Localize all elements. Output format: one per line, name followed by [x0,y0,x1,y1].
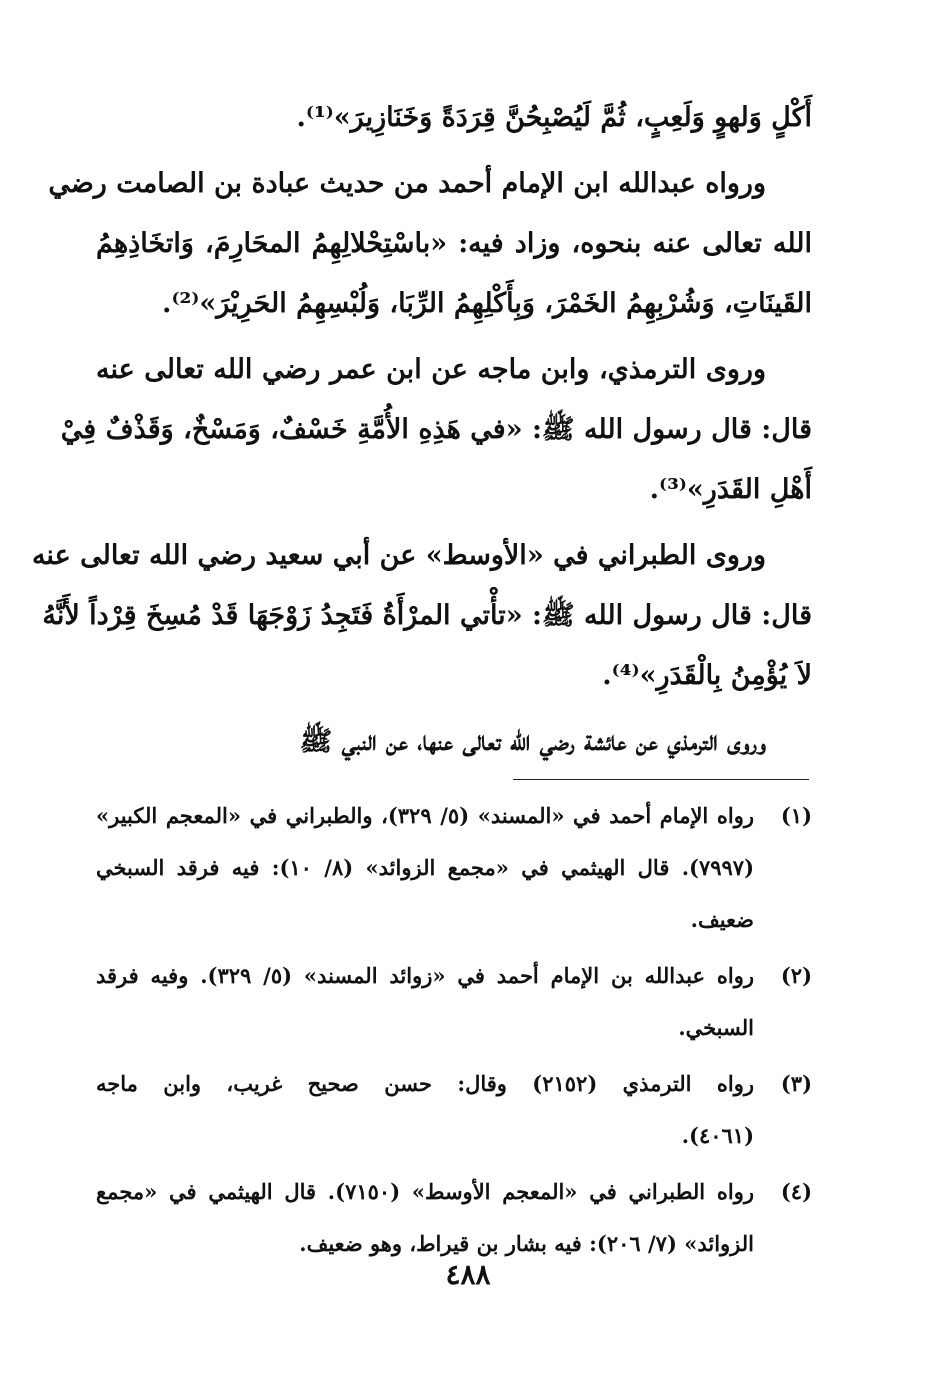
paragraph-1 [96,88,812,148]
footnote-1 [96,790,812,946]
footnote-separator [513,779,809,780]
footnote-number: (٢) [780,963,812,988]
paragraph-4 [31,526,812,706]
text-line: وروى الطبراني في «الأوسط» عن أبي سعيد رضي الله تعالى عنه [31,540,766,571]
footnote-line: السبخي. [678,1015,754,1040]
text-line: وروى الترمذي، وابن ماجه عن ابن عمر رضي الله تعالى عنه [96,354,766,385]
footnote-line: الزوائد» (٧/ ٢٠٦): فيه بشار بن قيراط، وهو ضعيف. [299,1231,754,1256]
footnote-line: (٤٠٦١). [681,1123,754,1148]
text-line: وروى الترمذي عن عائشة رضي الله تعالى عنها، عن النبي ﷺ [299,726,766,757]
text-line: لاَ يُؤْمِنُ بِالْقَدَرِ»⁽⁴⁾. [602,660,812,691]
footnote-number: (١) [780,803,812,828]
footnote-4 [96,1166,812,1270]
footnote-line: رواه عبدالله بن الإمام أحمد في «زوائد المسند» (٥/ ٣٢٩). وفيه فرقد [96,963,754,988]
footnote-line: رواه الإمام أحمد في «المسند» (٥/ ٣٢٩)، والطبراني في «المعجم الكبير» [96,803,754,828]
text-line: الله تعالى عنه بنحوه، وزاد فيه: «باسْتِحْلالِهِمُ المحَارِمَ، وَاتخَاذِهِمُ [96,228,812,259]
paragraph-2 [48,154,812,334]
footnote-number: (٣) [780,1071,812,1096]
footnote-line: ضعيف. [690,907,754,932]
footnote-3 [96,1058,812,1162]
page-number: ٤٨٨ [445,1258,491,1291]
footnote-line: رواه الطبراني في «المعجم الأوسط» (٧١٥٠). قال الهيثمي في «مجمع [96,1179,754,1204]
footnotes [96,790,812,1274]
text-line: قال: قال رسول الله ﷺ: «في هَذِهِ الأُمَّةِ خَسْفٌ، وَمَسْخٌ، وَقَذْفٌ فِيْ [60,414,812,445]
paragraph-3 [60,340,812,520]
text-line: أَهْلِ القَدَرِ»⁽³⁾. [649,474,812,505]
footnote-2 [96,950,812,1054]
text-line: القَينَاتِ، وَشُرْبِهِمُ الخَمْرَ، وَبِأَكْلِهِمُ الرِّبَا، وَلُبْسِهِمُ الحَرِيْرَ»⁽²⁾. [162,288,812,319]
footnote-line: (٧٩٩٧). قال الهيثمي في «مجمع الزوائد» (٨/ ١٠): فيه فرقد السبخي [96,855,755,880]
main-text [31,88,812,774]
text-line: قال: قال رسول الله ﷺ: «تأْتي المرْأَةُ فَتَجِدُ زَوْجَهَا قَدْ مُسِخَ قِرْداً لأَنَّهُ [42,600,812,631]
text-line: أَكْلٍ وَلهوٍ وَلَعِبٍ، ثُمَّ لَيُصْبِحُنَّ قِرَدَةً وَخَنَازِيرَ»⁽¹⁾. [296,102,812,133]
footnote-line: رواه الترمذي (٢١٥٢) وقال: حسن صحيح غريب، وابن ماجه [96,1071,754,1096]
paragraph-5 [96,712,812,772]
text-line: ورواه عبدالله ابن الإمام أحمد من حديث عبادة بن الصامت رضي [48,168,766,199]
footnote-number: (٤) [780,1179,812,1204]
